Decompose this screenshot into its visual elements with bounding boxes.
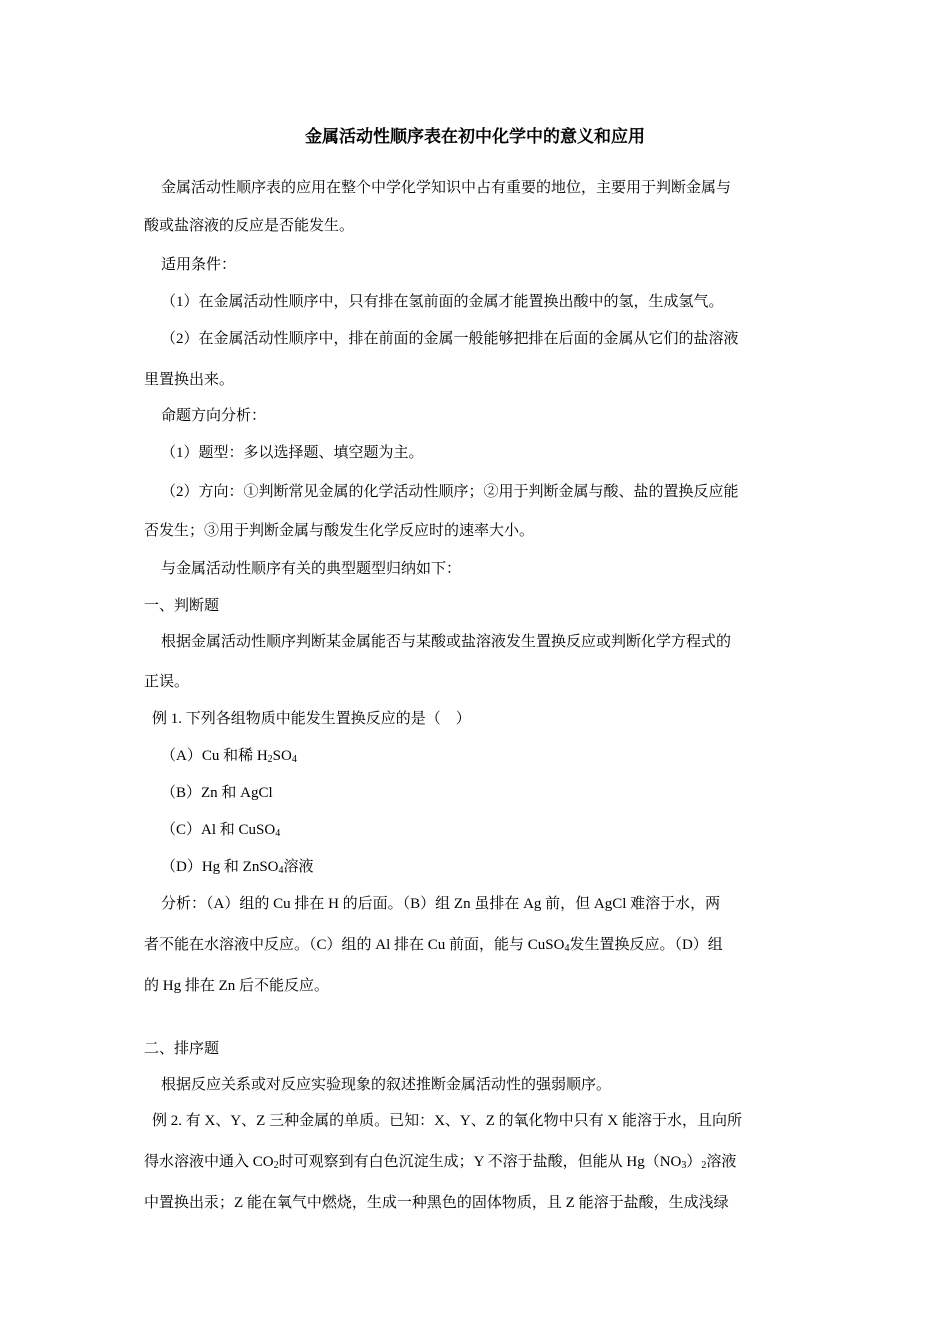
section-2-desc: 根据反应关系或对反应实验现象的叙述推断金属活动性的强弱顺序。 <box>161 1077 612 1093</box>
page-title: 金属活动性顺序表在初中化学中的意义和应用 <box>305 127 645 146</box>
condition-item-2-line-2: 里置换出来。 <box>144 372 235 388</box>
analysis-item-2-line-1: （2）方向：①判断常见金属的化学活动性顺序；②用于判断金属与酸、盐的置换反应能 <box>161 484 739 500</box>
example-1-question: 例 1. 下列各组物质中能发生置换反应的是（ ） <box>152 711 471 727</box>
condition-item-2-line-1: （2）在金属活动性顺序中，排在前面的金属一般能够把排在后面的金属从它们的盐溶液 <box>161 331 739 347</box>
example-1-analysis-line-3: 的 Hg 排在 Zn 后不能反应。 <box>144 978 329 994</box>
section-1-desc-line-2: 正误。 <box>144 674 190 690</box>
example-2-line-2: 得水溶液中通入 $CO_2$时可观察到有白色沉淀生成；Y 不溶于盐酸，但能从 $Hg(NO_3)_2$溶液 <box>144 1154 737 1171</box>
section-1-desc-line-1: 根据金属活动性顺序判断某金属能否与某酸或盐溶液发生置换反应或判断化学方程式的 <box>161 634 732 650</box>
analysis-item-2-line-2: 否发生；③用于判断金属与酸发生化学反应时的速率大小。 <box>144 523 535 539</box>
condition-item-1: （1）在金属活动性顺序中，只有排在氢前面的金属才能置换出酸中的氢，生成氢气。 <box>161 294 724 310</box>
analysis-heading: 命题方向分析： <box>161 408 267 424</box>
example-2-line-3: 中置换出汞；Z 能在氧气中燃烧，生成一种黑色的固体物质，且 Z 能溶于盐酸，生成浅绿 <box>144 1195 729 1211</box>
section-1-heading: 一、判断题 <box>144 598 220 614</box>
intro-line-1: 金属活动性顺序表的应用在整个中学化学知识中占有重要的地位，主要用于判断金属与 <box>161 180 732 196</box>
option-b: （B）Zn 和 AgCl <box>161 785 273 801</box>
option-d: （D）Hg 和 ZnSO$_4$溶液 <box>161 859 314 876</box>
example-1-analysis-line-1: 分析：（A）组的 Cu 排在 H 的后面。（B）组 Zn 虽排在 Ag 前，但 AgCl 难溶于水，两 <box>161 896 721 912</box>
example-1-analysis-line-2: 者不能在水溶液中反应。（C）组的 Al 排在 Cu 前面，能与 CuSO$_4$发生置换反应。（D）组 <box>144 937 723 954</box>
option-a: （A）Cu 和稀 $H_2SO_4$ <box>161 748 297 765</box>
conditions-heading: 适用条件： <box>161 257 237 273</box>
section-2-heading: 二、排序题 <box>144 1041 220 1057</box>
option-c: （C）Al 和 CuSO$_4$ <box>161 822 281 839</box>
example-2-line-1: 例 2. 有 X、Y、Z 三种金属的单质。已知：X、Y、Z 的氧化物中只有 X 能溶于水，且向所 <box>152 1113 742 1129</box>
summary-line: 与金属活动性顺序有关的典型题型归纳如下： <box>161 561 462 577</box>
analysis-item-1: （1）题型：多以选择题、填空题为主。 <box>161 445 424 461</box>
intro-line-2: 酸或盐溶液的反应是否能发生。 <box>144 218 355 234</box>
